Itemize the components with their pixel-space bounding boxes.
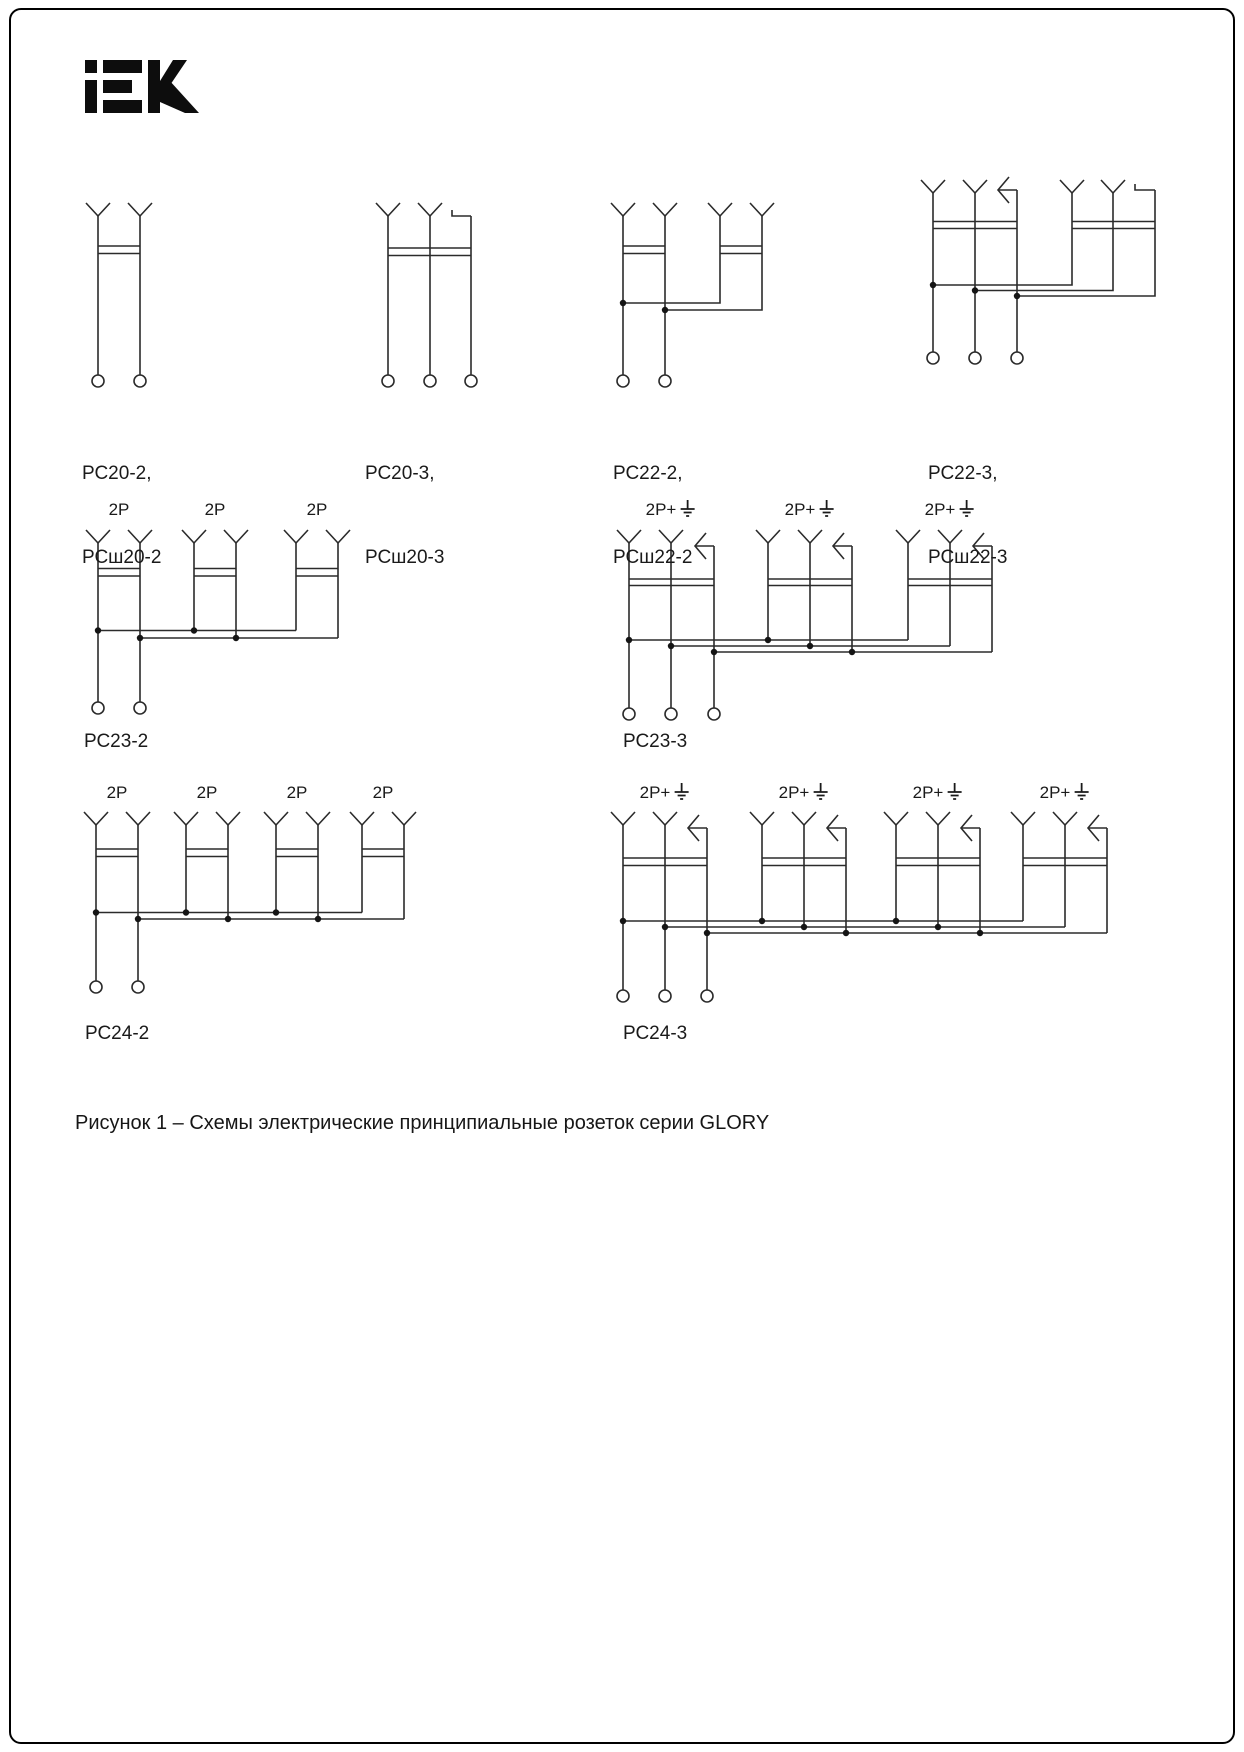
- label-line: РС22-2,: [613, 463, 683, 484]
- contact-fork-icon: [376, 203, 400, 216]
- pole-label: [307, 501, 328, 518]
- junction-dot: [935, 924, 941, 930]
- pole-label: [107, 784, 128, 801]
- schematic-pc22-3: [921, 177, 1155, 364]
- pc22-3-wiring: [933, 190, 1155, 352]
- pole-label: [109, 501, 130, 518]
- junction-dot: [662, 307, 668, 313]
- pole-label-text: 2Р: [106, 783, 128, 802]
- terminal: [92, 375, 104, 387]
- pole-label-text: 2Р: [108, 500, 130, 519]
- earth-icon: [945, 782, 963, 802]
- terminal: [424, 375, 436, 387]
- junction-dot: [765, 637, 771, 643]
- junction-dot: [225, 916, 231, 922]
- junction-dot: [662, 924, 668, 930]
- contact-fork-icon: [1060, 180, 1084, 193]
- label-line: РСш20-3: [365, 547, 445, 568]
- junction-dot: [1014, 293, 1020, 299]
- terminal: [659, 375, 671, 387]
- junction-dot: [849, 649, 855, 655]
- label-line: РСш22-2: [613, 547, 693, 568]
- label-line: РСш20-2: [82, 547, 162, 568]
- junction-dot: [620, 918, 626, 924]
- schematic-pc24-3: [611, 812, 1107, 1002]
- terminal: [659, 990, 671, 1002]
- junction-dot: [620, 300, 626, 306]
- pole-label: [205, 501, 226, 518]
- contact-fork-icon: [611, 203, 635, 216]
- junction-dot: [807, 643, 813, 649]
- label-line: РСш22-3: [928, 547, 1008, 568]
- junction-dot: [668, 643, 674, 649]
- label-pc23-3: РС23-3: [623, 731, 688, 752]
- pole-label-text: 2Р: [204, 500, 226, 519]
- schematic-pc20-2: [86, 203, 152, 387]
- earth-icon: [957, 499, 975, 519]
- pole-label-earthed: [1040, 784, 1091, 802]
- schematic-pc24-2: [84, 812, 416, 993]
- label-line: РС20-3,: [365, 463, 435, 484]
- label-pc23-2: РС23-2: [84, 731, 149, 752]
- label-pc20-3: [365, 404, 444, 600]
- label-pc24-2: РС24-2: [85, 1023, 150, 1044]
- earth-icon: [672, 782, 690, 802]
- label-line: РС22-3,: [928, 463, 998, 484]
- label-line: РС20-2,: [82, 463, 152, 484]
- junction-dot: [273, 909, 279, 915]
- terminal: [617, 990, 629, 1002]
- pole-label-text: 2Р+: [778, 783, 810, 802]
- terminal: [708, 708, 720, 720]
- pole-label-earthed: [913, 784, 964, 802]
- terminal: [382, 375, 394, 387]
- junction-dot: [972, 287, 978, 293]
- junction-dot: [759, 918, 765, 924]
- junction-dot: [843, 930, 849, 936]
- terminal: [617, 375, 629, 387]
- junction-dot: [626, 637, 632, 643]
- pc20-3-earth-pin: [452, 210, 471, 216]
- pole-label-text: 2Р: [306, 500, 328, 519]
- junction-dot: [135, 916, 141, 922]
- label-pc24-3: РС24-3: [623, 1023, 688, 1044]
- contact-fork-icon: [653, 203, 677, 216]
- terminal: [927, 352, 939, 364]
- pole-label-text: 2Р+: [784, 500, 816, 519]
- pole-label: [287, 784, 308, 801]
- pc20-3-wiring: [388, 216, 471, 375]
- terminal: [132, 981, 144, 993]
- pole-label-earthed: [646, 501, 697, 519]
- junction-dot: [893, 918, 899, 924]
- pc20-2-wiring: [98, 216, 140, 375]
- pole-label-text: 2Р: [196, 783, 218, 802]
- pc24-2-wiring: [96, 825, 404, 981]
- figure-caption: Рисунок 1 – Схемы электрические принципиальные розеток серии GLORY: [75, 1112, 770, 1134]
- terminal: [701, 990, 713, 1002]
- schematic-pc22-2: [611, 203, 774, 387]
- pole-label-text: 2Р: [372, 783, 394, 802]
- pole-label-text: 2Р+: [912, 783, 944, 802]
- earth-icon: [817, 499, 835, 519]
- terminal: [92, 702, 104, 714]
- terminal: [465, 375, 477, 387]
- junction-dot: [315, 916, 321, 922]
- pole-label-text: 2Р+: [924, 500, 956, 519]
- junction-dot: [183, 909, 189, 915]
- terminal: [134, 375, 146, 387]
- pole-label-text: 2Р+: [639, 783, 671, 802]
- contact-fork-icon: [921, 180, 945, 193]
- terminal: [1011, 352, 1023, 364]
- pole-label-text: 2Р: [286, 783, 308, 802]
- earth-icon: [811, 782, 829, 802]
- junction-dot: [93, 909, 99, 915]
- contact-fork-icon: [418, 203, 442, 216]
- junction-dot: [137, 635, 143, 641]
- schematic-pc20-3: [376, 203, 477, 387]
- pole-label-text: 2Р+: [645, 500, 677, 519]
- contact-fork-icon: [1101, 180, 1125, 193]
- junction-dot: [930, 282, 936, 288]
- pole-label: [373, 784, 394, 801]
- pole-label-earthed: [925, 501, 976, 519]
- terminal: [623, 708, 635, 720]
- junction-dot: [233, 635, 239, 641]
- terminal: [665, 708, 677, 720]
- earth-icon: [678, 499, 696, 519]
- pole-label-earthed: [779, 784, 830, 802]
- pc24-3-wiring: [623, 825, 1107, 990]
- pole-label-earthed: [640, 784, 691, 802]
- contact-fork-icon: [750, 203, 774, 216]
- earth-icon: [1072, 782, 1090, 802]
- pole-label: [197, 784, 218, 801]
- junction-dot: [801, 924, 807, 930]
- pole-label-earthed: [785, 501, 836, 519]
- junction-dot: [704, 930, 710, 936]
- contact-fork-icon: [86, 203, 110, 216]
- pc22-2-wiring: [623, 216, 762, 375]
- junction-dot: [191, 627, 197, 633]
- terminal: [134, 702, 146, 714]
- junction-dot: [711, 649, 717, 655]
- junction-dot: [95, 627, 101, 633]
- pole-label-text: 2Р+: [1039, 783, 1071, 802]
- contact-fork-icon: [128, 203, 152, 216]
- contact-fork-icon: [708, 203, 732, 216]
- terminal: [969, 352, 981, 364]
- junction-dot: [977, 930, 983, 936]
- contact-fork-icon: [963, 180, 987, 193]
- terminal: [90, 981, 102, 993]
